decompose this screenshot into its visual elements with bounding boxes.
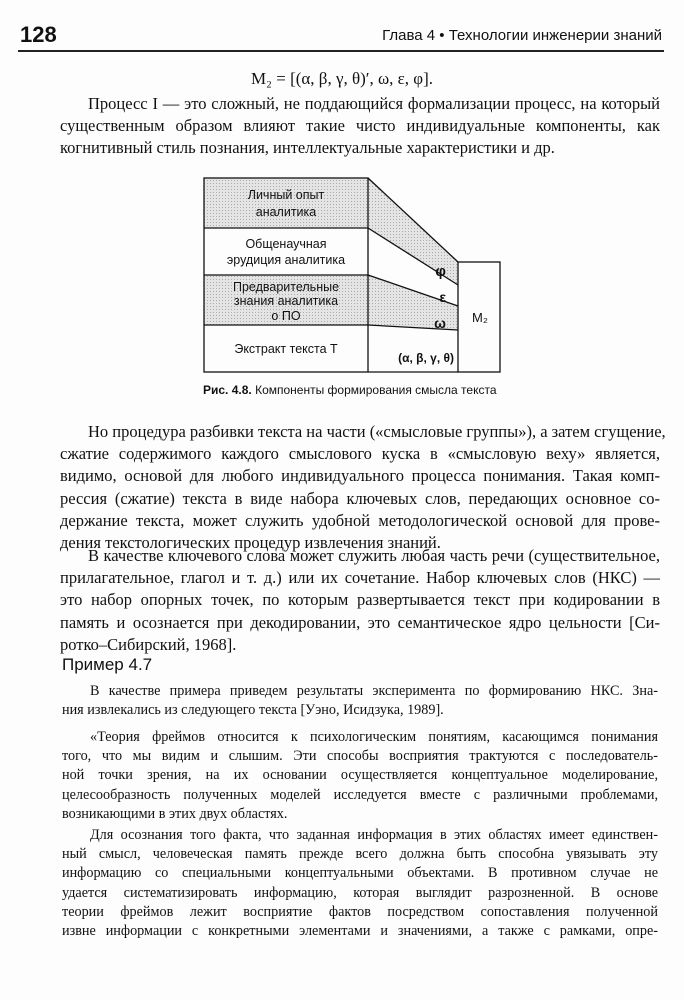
- block-erudition-l1: Общенаучная: [245, 237, 327, 251]
- text-line: держание текста, может служить удобной методологической основой для прове-: [60, 510, 660, 530]
- block-prior-knowledge-l3: о ПО: [271, 309, 301, 323]
- symbol-omega: ω: [434, 315, 446, 331]
- block-text-extract: Экстракт текста Т: [234, 342, 338, 356]
- text-line: информацию со специальными концептуальными объектами. В противном случае не: [62, 865, 658, 882]
- text-line: память и осознается при декодировании, это семантическое ядро цельности [Си-: [60, 612, 660, 632]
- block-erudition-l2: эрудиция аналитика: [226, 253, 346, 267]
- page-number: 128: [20, 22, 57, 47]
- figure-4-8: [0, 0, 684, 400]
- text-line: теории фреймов лежит восприятие фактов посредством сопоставления полученной: [62, 903, 658, 920]
- text-line: В качестве ключевого слова может служить любая часть речи (существительное,: [88, 546, 660, 565]
- paragraph-2: [60, 421, 666, 554]
- caption-label: Рис. 4.8.: [203, 383, 252, 397]
- text-line: возникающими в этих двух областях.: [62, 805, 288, 822]
- example-paragraph-2: [62, 728, 658, 824]
- caption-text: Компоненты формирования смысла текста: [251, 383, 497, 397]
- text-line: ный смысл, человеческая память прежде всего должна быть способна увязывать эту: [62, 846, 658, 863]
- text-line: Но процедура разбивки текста на части («смысловые группы»), а затем сгущение,: [88, 422, 666, 441]
- example-paragraph-1: [62, 682, 658, 720]
- formula: M₂ = [(α, β, γ, θ)′, ω, ε, φ].: [250, 69, 434, 88]
- block-personal-experience-l2: аналитика: [255, 205, 317, 219]
- text-line: Процесс I — это сложный, не поддающийся формализации процесс, на который: [88, 94, 660, 113]
- block-prior-knowledge-l1: Предварительные: [232, 280, 340, 294]
- text-line: сжатие содержимого каждого смыслового куска в «смысловую веху» является,: [60, 444, 660, 464]
- figure-caption: [203, 383, 503, 397]
- text-line: это набор опорных точек, по которым развертывается текст при кодировании в: [60, 590, 660, 610]
- running-title: Глава 4 • Технологии инженерии знаний: [382, 27, 662, 44]
- example-title: Пример 4.7: [62, 655, 153, 674]
- paragraph-3: [60, 545, 660, 656]
- text-line: ния извлекались из следующего текста [Уэно, Исидзука, 1989].: [62, 702, 444, 719]
- result-m2: M₂: [472, 310, 488, 325]
- text-line: рессия (сжатие) текста в виде набора ключевых слов, передающих основное со-: [60, 488, 660, 508]
- text-line: целесообразность полученных моделей исследуется вместе с различными проблемами,: [62, 786, 658, 803]
- text-line: существенным образом влияют такие чисто индивидуальные компоненты, как: [60, 116, 660, 136]
- block-personal-experience-l1: Личный опыт: [247, 188, 325, 202]
- text-line: прилагательное, глагол и т. д.) или их сочетание. Набор ключевых слов (НКС) —: [60, 568, 660, 588]
- symbol-alpha-beta-gamma-theta: (α, β, γ, θ): [398, 351, 454, 365]
- text-line: когнитивный стиль познания, интеллектуальные характеристики и др.: [60, 138, 555, 158]
- text-line: В качестве примера приведем результаты эксперимента по формированию НКС. Зна-: [90, 683, 658, 699]
- text-line: того, что мы видим и слышим. Эти способы восприятия трактуются с последователь-: [62, 748, 658, 765]
- text-line: дения текстологических процедур извлечения знаний.: [60, 533, 441, 553]
- example-paragraph-3: [62, 826, 658, 941]
- text-line: извне информации с конкретными элементами и значениями, а также с рамками, опре-: [62, 923, 658, 940]
- symbol-epsilon: ε: [439, 289, 446, 305]
- shaded-band-1: [204, 178, 458, 285]
- block-prior-knowledge-l2: знания аналитика: [233, 294, 339, 308]
- symbol-phi: φ: [435, 263, 446, 280]
- text-line: удается систематизировать информацию, которая выглядит разрозненной. В основе: [62, 884, 658, 901]
- text-line: видимо, основой для любого индивидуального процесса понимания. Такая комп-: [60, 466, 660, 486]
- text-line: Для осознания того факта, что заданная информация в этих областях имеет единствен-: [90, 827, 658, 843]
- text-line: «Теория фреймов относится к психологическим понятиям, касающимся понимания: [90, 729, 658, 745]
- text-line: ротко–Сибирский, 1968].: [60, 634, 237, 654]
- text-line: ной точки зрения, на их основании осуществляется концептуальное моделирование,: [62, 767, 658, 784]
